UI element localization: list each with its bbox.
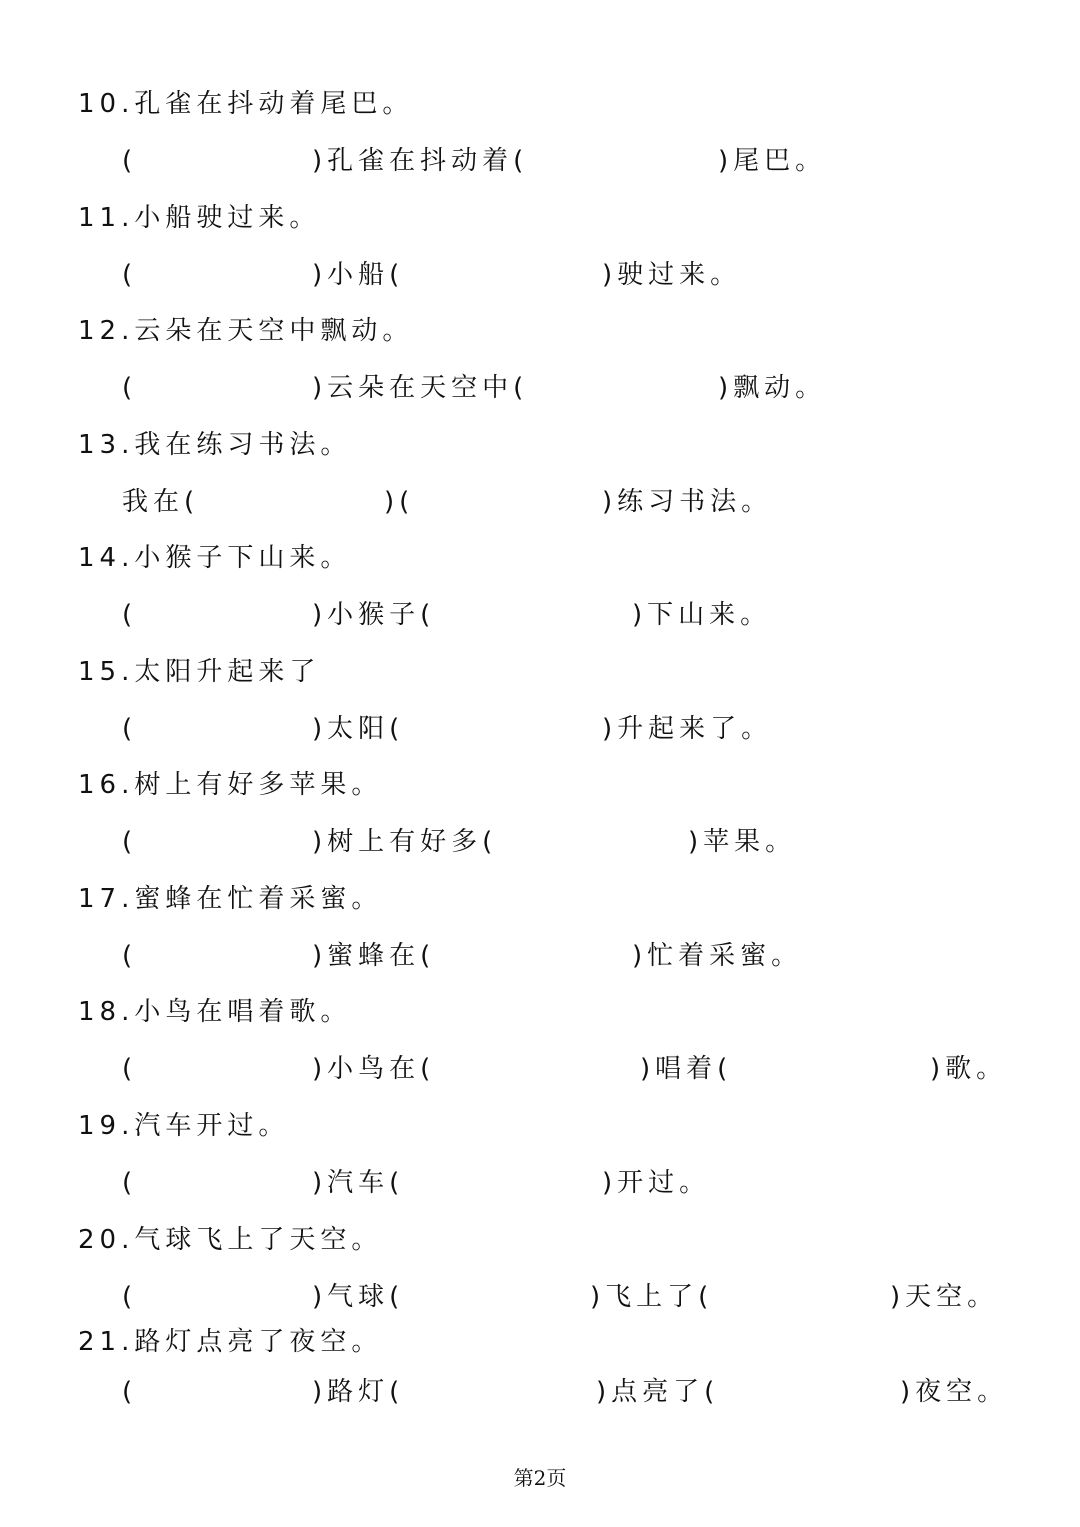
page-number: 第2页	[513, 1466, 567, 1490]
answer-segment: (	[122, 373, 138, 403]
exercise-item	[78, 1106, 1038, 1203]
question-text: 13.我在练习书法。	[78, 430, 352, 460]
answer-segment: (	[122, 1054, 138, 1084]
answer-segment: )树上有好多(	[312, 827, 498, 857]
answer-segment: )小鸟在(	[312, 1054, 436, 1084]
answer-segment: )开过。	[602, 1168, 711, 1198]
question-text: 21.路灯点亮了夜空。	[78, 1327, 383, 1357]
question-text: 16.树上有好多苹果。	[78, 770, 383, 800]
exercise-item	[78, 1220, 1038, 1317]
question-text: 18.小鸟在唱着歌。	[78, 997, 352, 1027]
answer-segment: )小猴子(	[312, 600, 436, 630]
answer-segment: (	[122, 714, 138, 744]
answer-segment: (	[122, 1377, 138, 1407]
answer-segment: )升起来了。	[602, 714, 773, 744]
question-text: 15.太阳升起来了	[78, 657, 321, 687]
answer-segment: )点亮了(	[596, 1377, 720, 1407]
answer-line	[78, 482, 1038, 522]
answer-line	[78, 255, 1038, 295]
answer-line	[78, 1049, 1038, 1089]
answer-segment: )路灯(	[312, 1377, 405, 1407]
question-text: 17.蜜蜂在忙着采蜜。	[78, 884, 383, 914]
exercise-item	[78, 84, 1038, 181]
answer-segment: )飘动。	[718, 373, 827, 403]
exercise-item	[78, 198, 1038, 295]
answer-segment: )飞上了(	[590, 1282, 714, 1312]
answer-segment: )小船(	[312, 260, 405, 290]
answer-line	[78, 936, 1038, 976]
question-text: 19.汽车开过。	[78, 1111, 290, 1141]
exercise-item	[78, 652, 1038, 749]
answer-segment: (	[122, 146, 138, 176]
exercise-item	[78, 765, 1038, 862]
answer-segment: )练习书法。	[602, 487, 773, 517]
exercise-item	[78, 1322, 1038, 1412]
question-text: 12.云朵在天空中飘动。	[78, 316, 414, 346]
answer-segment: (	[122, 260, 138, 290]
answer-segment: (	[122, 1168, 138, 1198]
exercise-item	[78, 311, 1038, 408]
question-text: 14.小猴子下山来。	[78, 543, 352, 573]
answer-segment: )下山来。	[632, 600, 772, 630]
answer-segment: )蜜蜂在(	[312, 941, 436, 971]
exercise-item	[78, 538, 1038, 635]
answer-line	[78, 595, 1038, 635]
answer-line	[78, 368, 1038, 408]
answer-segment: )云朵在天空中(	[312, 373, 529, 403]
answer-segment: )孔雀在抖动着(	[312, 146, 529, 176]
answer-line	[78, 822, 1038, 862]
answer-segment: )天空。	[890, 1282, 999, 1312]
exercise-item	[78, 425, 1038, 522]
answer-line	[78, 1277, 1038, 1317]
answer-segment: (	[122, 600, 138, 630]
answer-segment: )(	[384, 487, 415, 517]
exercise-item	[78, 879, 1038, 976]
answer-segment: )驶过来。	[602, 260, 742, 290]
answer-segment: )唱着(	[640, 1054, 733, 1084]
question-text: 20.气球飞上了天空。	[78, 1225, 383, 1255]
answer-segment: 我在(	[122, 487, 200, 517]
answer-segment: )太阳(	[312, 714, 405, 744]
answer-line	[78, 709, 1038, 749]
answer-segment: )夜空。	[900, 1377, 1009, 1407]
question-text: 11.小船驶过来。	[78, 203, 321, 233]
answer-line	[78, 1163, 1038, 1203]
answer-segment: )气球(	[312, 1282, 405, 1312]
answer-line	[78, 1372, 1038, 1412]
answer-segment: )歌。	[930, 1054, 1008, 1084]
answer-segment: (	[122, 827, 138, 857]
exercise-item	[78, 992, 1038, 1089]
answer-segment: (	[122, 941, 138, 971]
answer-segment: )尾巴。	[718, 146, 827, 176]
answer-segment: )忙着采蜜。	[632, 941, 803, 971]
answer-segment: )汽车(	[312, 1168, 405, 1198]
answer-segment: )苹果。	[688, 827, 797, 857]
answer-segment: (	[122, 1282, 138, 1312]
question-text: 10.孔雀在抖动着尾巴。	[78, 89, 414, 119]
answer-line	[78, 141, 1038, 181]
